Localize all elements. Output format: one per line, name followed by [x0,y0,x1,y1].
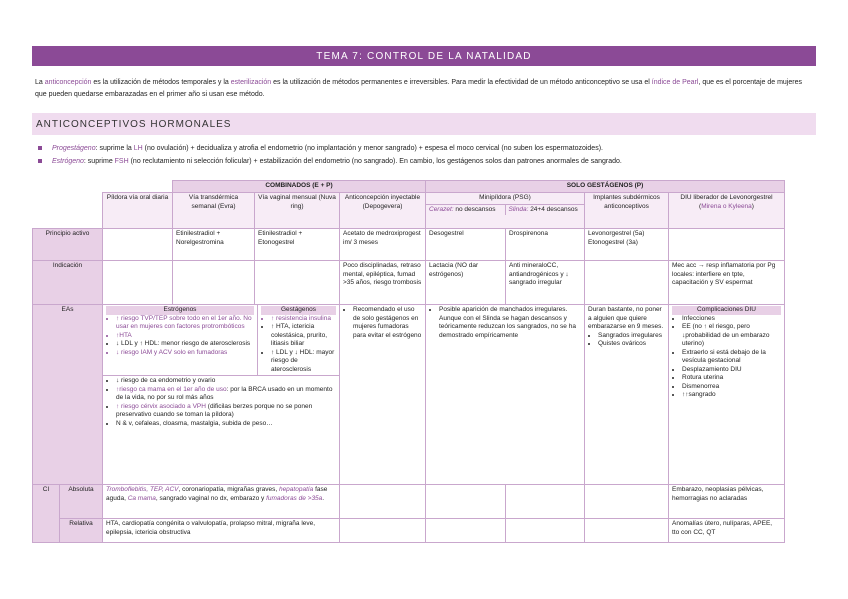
eas-minipildora: • Posible aparición de manchados irregulares. Aunque con el Slinda se hagan descansos y teóricamente reduzcan los sangrados, no se ha demostrado empíricamente [426,305,585,485]
page-title: TEMA 7: CONTROL DE LA NATALIDAD [32,46,816,66]
ci-absoluta: Tromboflebitis, TEP, ACV, coronariopatía, migrañas graves, hepatopatía fase aguda, Ca mama, sangrado vaginal no dx, embarazo y fumadoras de >35a. [103,485,340,519]
col-cerazet: Cerazet: no descansos [426,205,506,216]
row-ci-relativa: Relativa [60,519,103,543]
indicacion-diu: Mec acc → resp inflamatoria por Pg locales: interfiere en tpte, capacitación y SV espermat [669,261,785,305]
bullet-square-icon [38,146,42,150]
eas-inyectable: • Recomendado el uso de solo gestágenos en mujeres fumadoras para evitar el estrógeno [340,305,426,485]
bullet-square-icon [38,159,42,163]
principio-parche: Etinilestradiol + Norelgestromina [173,229,255,261]
section-title: ANTICONCEPTIVOS HORMONALES [32,113,816,135]
col-slinda: Slinda: 24+4 descansos [508,205,578,213]
col-pildora: Píldora vía oral diaria [103,193,173,229]
ci-diu-relativa: Anomalías útero, nulíparas, APEE, tto con CC, QT [669,519,785,543]
row-indicacion: Indicación [33,261,103,305]
principio-anillo: Etinilestradiol + Etonogestrel [255,229,340,261]
col-inyectable: Anticoncepción inyectable (Depogevera) [340,193,426,229]
eas-implantes: Duran bastante, no poner a alguien que quiere embarazarse en 9 meses. • Sangrados irregulares • Quistes ováricos [585,305,669,485]
principio-inyectable: Acetato de medroxiprogest im/ 3 meses [340,229,426,261]
indicacion-cerazet: Lactacia (NO dar estrógenos) [426,261,506,305]
row-eas: EAs [33,305,103,485]
header-combinados: COMBINADOS (E + P) [173,181,426,193]
principio-implantes: Levonorgestrel (5a) Etonogestrel (3a) [585,229,669,261]
principio-slinda: Drospirenona [506,229,585,261]
contraceptives-table [32,180,785,543]
bullet-progestageno: Progestágeno: suprime la LH (no ovulación) + decidualiza y atrofia el endometrio (no implantación y menor sangrado) + espesa el moco cervical (no suben los espermatozoides). [38,144,818,154]
eas-combinados [103,305,340,485]
indicacion-inyectable: Poco disciplinadas, retraso mental, epiléptica, fumad >35 años, riesgo trombosis [340,261,426,305]
row-principio-activo: Principio activo [33,229,103,261]
col-anillo: Vía vaginal mensual (Nuva ring) [255,193,340,229]
col-diu: DIU liberador de Levonorgestrel (Mirena o Kyleena) [669,193,785,229]
row-ci-absoluta: Absoluta [60,485,103,519]
ci-diu-absoluta: Embarazo, neoplasias pélvicas, hemorragias no aclaradas [669,485,785,519]
col-parche: Vía transdérmica semanal (Evra) [173,193,255,229]
row-ci: CI [33,485,60,543]
indicacion-slinda: Anti mineraloCC, antiandrogénicos y ↓ sangrado irregular [506,261,585,305]
ci-relativa: HTA, cardiopatía congénita o valvulopatía, prolapso mitral, migraña leve, epilepsia, ictericia obstructiva [103,519,340,543]
eas-estrogenos: Estrógenos • ↑ riesgo TVP/TEP sobre todo en el 1er año. No usar en mujeres con factores protrombóticos • ↑HTA • ↓ LDL y ↑ HDL: menor riesgo de aterosclerosis • ↓ riesgo IAM y ACV solo en fumadoras [103,305,258,375]
eas-gestagenos: Gestágenos • ↑ resistencia insulina • ↑ HTA, ictericia colestásica, prurito, litiasis biliar • ↑ LDL y ↓ HDL: mayor riesgo de aterosclerosis [258,305,339,375]
bullet-estrogeno: Estrógeno: suprime FSH (no reclutamiento ni selección folicular) + estabilización del endometrio (no sangrado). En cambio, los gestágenos solos dan patrones anormales de sangrado. [38,157,818,167]
intro-paragraph: La anticoncepción es la utilización de métodos temporales y la esterilización es la utilización de métodos permanentes e irreversibles. Para medir la efectividad de un método anticonceptivo se usa el índice de Pearl, que es el porcentaje de mujeres que pueden quedarse embarazadas en el primer año si usan ese método. [35,79,802,98]
eas-diu: Complicaciones DIU • Infecciones • EE (no ↑ el riesgo, pero ↓probabilidad de un embarazo uterino) • Extraerlo si está debajo de la vesícula gestacional • Desplazamiento DIU • Rotura uterina • Dismenorrea • ↑↑sangrado [669,305,785,485]
col-implantes: Implantes subdérmicos anticonceptivos [585,193,669,229]
eas-comunes: • ↓ riesgo de ca endometrio y ovario • ↑riesgo ca mama en el 1er año de uso: por la BRCA usado en un momento de la vida, no por su rol más años • ↑ riesgo cérvix asociado a VPH (dificilas berzes porque no se ponen preservativo cuando se toman la píldora) • N & v, cefaleas, cloasma, mastalgia, subida de peso… [103,375,339,429]
col-minipildora: Minipíldora (PSG) Cerazet: no descansos Slinda: 24+4 descansos [426,193,585,229]
principio-cerazet: Desogestrel [426,229,506,261]
header-solo-gestagenos: SOLO GESTÁGENOS (P) [426,181,785,193]
